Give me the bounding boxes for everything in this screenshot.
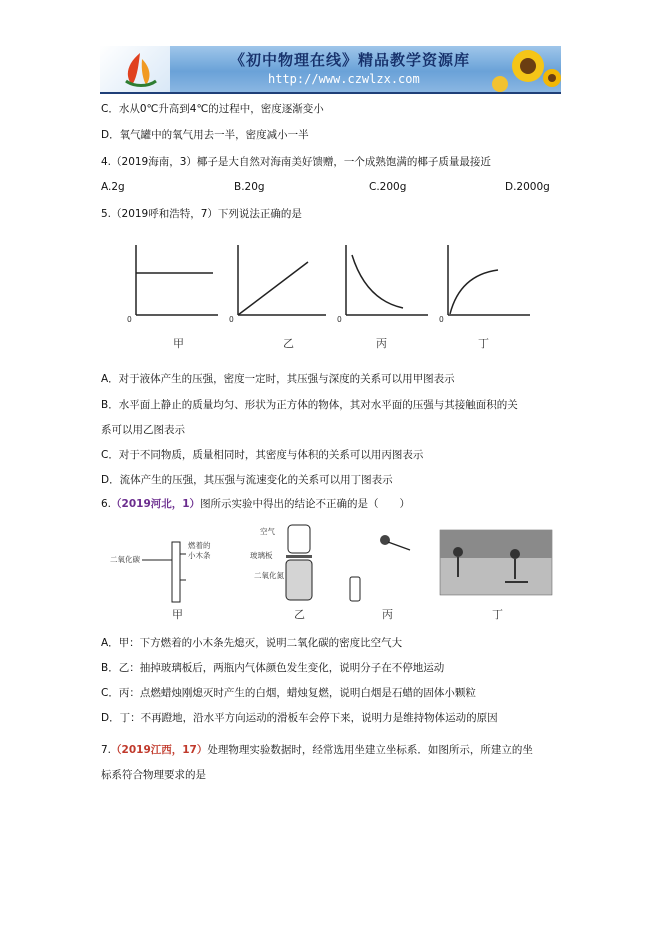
fig-jia-stick-label2: 小木条 (188, 551, 211, 560)
graph-bing-label: 丙 (376, 337, 387, 350)
sunflower-icon (480, 46, 561, 92)
graph-jia-label: 甲 (173, 337, 184, 350)
question-4-choices (101, 181, 561, 195)
question-6-source: （2019河北，1） (111, 498, 201, 510)
graph-ding (439, 245, 530, 350)
question-6-number: 6. (101, 498, 112, 510)
q5-option-d: D．流体产生的压强，其压强与流速变化的关系可以用丁图表示 (101, 474, 393, 486)
header-banner (100, 46, 561, 94)
fig-yi-label: 乙 (294, 608, 305, 621)
graph-bing (337, 245, 428, 350)
fig-ding (440, 530, 552, 621)
fig-yi-no2-label: 二氧化氮 (254, 571, 284, 580)
question-5: 5.（2019呼和浩特，7）下列说法正确的是 (101, 208, 302, 220)
q5-option-c: C．对于不同物质，质量相同时，其密度与体积的关系可以用丙图表示 (101, 449, 424, 461)
choice-b: B.20g (234, 181, 265, 193)
q6-option-d: D．丁：不再蹬地，沿水平方向运动的滑板车会停下来，说明力是维持物体运动的原因 (101, 712, 498, 724)
fig-bing-label: 丙 (382, 608, 393, 621)
fig-jia-stick-label1: 燃着的 (188, 541, 211, 550)
graph-ding-label: 丁 (478, 337, 489, 350)
choice-a: A.2g (101, 181, 125, 193)
site-logo-icon (118, 51, 162, 89)
fig-jia-label: 甲 (172, 608, 183, 621)
fig-bing (350, 535, 410, 621)
graphs-panel (118, 240, 538, 360)
question-7-text: 处理物理实验数据时，经常选用坐建立坐标系．如图所示，所建立的坐 (207, 744, 533, 756)
banner-url[interactable]: http://www.czwlzx.com (268, 72, 420, 86)
question-7-line2: 标系符合物理要求的是 (101, 769, 206, 781)
graph-yi-origin: 0 (229, 315, 234, 324)
fig-yi-air-label: 空气 (260, 527, 275, 536)
fig-jia-co2-label: 二氧化碳 (110, 555, 140, 564)
q5-option-b-line2: 系可以用乙图表示 (101, 424, 185, 436)
experiment-figures (110, 522, 555, 622)
graph-bing-origin: 0 (337, 315, 342, 324)
question-6-text: 图所示实验中得出的结论不正确的是（ ） (200, 498, 411, 510)
q5-option-b-line1: B．水平面上静止的质量均匀、形状为正方体的物体，其对水平面的压强与其接触面积的关 (101, 399, 518, 411)
banner-title: 《初中物理在线》精品教学资源库 (230, 51, 471, 69)
graph-ding-origin: 0 (439, 315, 444, 324)
fig-ding-label: 丁 (492, 608, 503, 621)
graph-jia (127, 245, 218, 350)
option-c-prev: C．水从0℃升高到4℃的过程中，密度逐渐变小 (101, 103, 324, 115)
q6-option-a: A．甲：下方燃着的小木条先熄灭，说明二氧化碳的密度比空气大 (101, 637, 403, 649)
graph-yi (229, 245, 326, 350)
question-4: 4.（2019海南，3）椰子是大自然对海南美好馈赠，一个成熟饱满的椰子质量最接近 (101, 156, 491, 168)
question-6 (101, 497, 410, 511)
graph-yi-label: 乙 (283, 337, 294, 350)
q6-option-b: B．乙：抽掉玻璃板后，两瓶内气体颜色发生变化，说明分子在不停地运动 (101, 662, 445, 674)
question-7-number: 7. (101, 744, 112, 756)
option-d-prev: D．氧气罐中的氧气用去一半，密度减小一半 (101, 129, 309, 141)
question-7-source: （2019江西，17） (111, 744, 208, 756)
choice-d: D.2000g (505, 181, 550, 193)
fig-yi-glass-label: 玻璃板 (250, 551, 273, 560)
fig-yi (250, 525, 312, 621)
q5-option-a: A．对于液体产生的压强，密度一定时，其压强与深度的关系可以用甲图表示 (101, 373, 455, 385)
choice-c: C.200g (369, 181, 407, 193)
question-7 (101, 743, 533, 757)
q6-option-c: C．丙：点燃蜡烛刚熄灭时产生的白烟，蜡烛复燃，说明白烟是石蜡的固体小颗粒 (101, 687, 476, 699)
fig-jia (110, 540, 211, 621)
graph-jia-origin: 0 (127, 315, 132, 324)
